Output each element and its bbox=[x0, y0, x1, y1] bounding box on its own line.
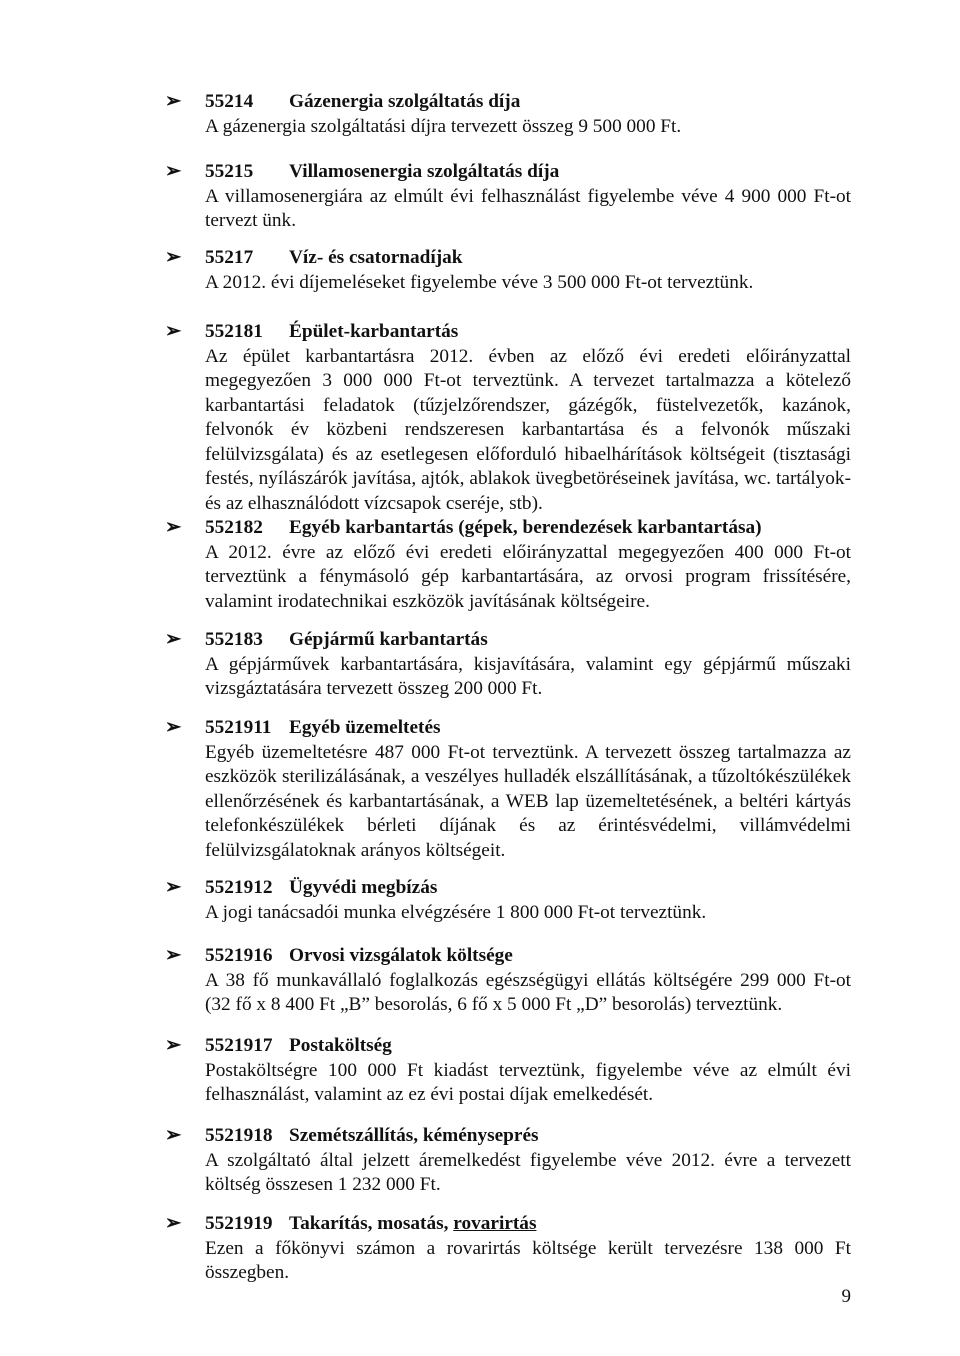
section-heading bbox=[165, 246, 851, 271]
section-text: Az épület karbantartásra 2012. évben az előző évi eredeti előirányzattal megegyezően 3 000 000 Ft-ot terveztünk. A tervezet tartalmazza a kötelező karbantartási feladatok (tűzjelzőrendszer, gázégők, füstelvezetők, kazánok, felvonók év közbeni rendszeresen karbantartása és a felvonók műszaki felülvizsgálata) és az esetlegesen előforduló hibaelhárítások költségeit (tisztasági festés, nyílászárók javítása, ajtók, ablakok üvegbetöréseinek javítása, wc. tartályok- és az elhasználódott vízcsapok cseréje, stb). bbox=[205, 345, 851, 514]
section-text: A villamosenergiára az elmúlt évi felhasználást figyelembe véve 4 900 000 Ft-ot tervezt ünk. bbox=[205, 185, 851, 231]
section-heading bbox=[165, 516, 851, 541]
section-heading bbox=[165, 1212, 851, 1237]
page-number: 9 bbox=[841, 1286, 851, 1307]
section-heading bbox=[165, 716, 851, 741]
section-heading bbox=[165, 944, 851, 969]
account-code: 55217 bbox=[205, 247, 254, 268]
section-title: Egyéb üzemeltetés bbox=[289, 717, 441, 738]
arrow-bullet-icon: ➢ bbox=[165, 877, 182, 898]
section-title: Víz- és csatornadíjak bbox=[289, 247, 463, 268]
arrow-bullet-icon: ➢ bbox=[165, 321, 182, 342]
section-text: A gépjárművek karbantartására, kisjavítására, valamint egy gépjármű műszaki vizsgáztatására tervezett összeg 200 000 Ft. bbox=[205, 653, 851, 699]
account-code: 552182 bbox=[205, 517, 263, 538]
account-code: 552181 bbox=[205, 321, 263, 342]
section-title: Épület-karbantartás bbox=[289, 321, 459, 342]
section-title: Orvosi vizsgálatok költsége bbox=[289, 945, 513, 966]
account-code: 5521912 bbox=[205, 877, 273, 898]
section-title: Villamosenergia szolgáltatás díja bbox=[289, 161, 560, 182]
section-55214 bbox=[165, 90, 851, 139]
account-code: 552183 bbox=[205, 629, 263, 650]
arrow-bullet-icon: ➢ bbox=[165, 1035, 182, 1056]
arrow-bullet-icon: ➢ bbox=[165, 1125, 182, 1146]
section-5521912 bbox=[165, 876, 851, 925]
section-5521917 bbox=[165, 1034, 851, 1108]
section-text: Postaköltségre 100 000 Ft kiadást terveztünk, figyelembe véve az elmúlt évi felhasználást, valamint az ez évi postai díjak emelkedését. bbox=[205, 1059, 851, 1105]
account-code: 55215 bbox=[205, 161, 254, 182]
section-title: Egyéb karbantartás (gépek, berendezések karbantartása) bbox=[289, 517, 762, 538]
section-title: Ügyvédi megbízás bbox=[289, 877, 438, 898]
section-heading bbox=[165, 876, 851, 901]
account-code: 5521919 bbox=[205, 1213, 273, 1234]
section-title: Szemétszállítás, kéményseprés bbox=[289, 1125, 539, 1146]
section-title bbox=[289, 1212, 536, 1237]
arrow-bullet-icon: ➢ bbox=[165, 247, 182, 268]
section-5521916 bbox=[165, 944, 851, 1018]
section-text: A 2012. évi díjemeléseket figyelembe véve 3 500 000 Ft-ot terveztünk. bbox=[205, 271, 754, 293]
section-title: Gépjármű karbantartás bbox=[289, 629, 488, 650]
account-code: 5521916 bbox=[205, 945, 273, 966]
section-title: Gázenergia szolgáltatás díja bbox=[289, 91, 521, 112]
arrow-bullet-icon: ➢ bbox=[165, 945, 182, 966]
section-552182 bbox=[165, 516, 851, 614]
section-text: A szolgáltató által jelzett áremelkedést figyelembe véve 2012. évre a tervezett költség összesen 1 232 000 Ft. bbox=[205, 1149, 851, 1195]
section-55217 bbox=[165, 246, 851, 295]
section-55215 bbox=[165, 160, 851, 234]
section-552183 bbox=[165, 628, 851, 702]
section-heading bbox=[165, 628, 851, 653]
section-text: A gázenergia szolgáltatási díjra tervezett összeg 9 500 000 Ft. bbox=[205, 115, 682, 137]
section-5521911 bbox=[165, 716, 851, 863]
account-code: 5521917 bbox=[205, 1035, 273, 1056]
section-title-underlined: rovarirtás bbox=[453, 1213, 537, 1234]
section-title-plain: Takarítás, mosatás, bbox=[289, 1213, 454, 1234]
arrow-bullet-icon: ➢ bbox=[165, 717, 182, 738]
section-text: Ezen a főkönyvi számon a rovarirtás költsége került tervezésre 138 000 Ft összegben. bbox=[205, 1237, 851, 1283]
section-text: Egyéb üzemeltetésre 487 000 Ft-ot terveztünk. A tervezett összeg tartalmazza az eszközök sterilizálásának, a veszélyes hulladék elszállításának, a tűzoltókészülékek ellenőrzésének és karbantartásának, a WEB lap üzemeltetésének, a beltéri kártyás telefonkészülékek bérleti díjának és az érintésvédelmi, villámvédelmi felülvizsgálatoknak arányos költségeit. bbox=[205, 741, 851, 861]
section-heading bbox=[165, 1124, 851, 1149]
arrow-bullet-icon: ➢ bbox=[165, 161, 182, 182]
section-heading bbox=[165, 90, 851, 115]
section-5521919 bbox=[165, 1212, 851, 1286]
section-text: A jogi tanácsadói munka elvégzésére 1 800 000 Ft-ot terveztünk. bbox=[205, 901, 707, 923]
arrow-bullet-icon: ➢ bbox=[165, 517, 182, 538]
section-5521918 bbox=[165, 1124, 851, 1198]
section-heading bbox=[165, 1034, 851, 1059]
account-code: 55214 bbox=[205, 91, 254, 112]
section-text: A 38 fő munkavállaló foglalkozás egészségügyi ellátás költségére 299 000 Ft-ot (32 fő x 8 400 Ft „B” besorolás, 6 fő x 5 000 Ft „D” besorolás) terveztünk. bbox=[205, 969, 851, 1015]
account-code: 5521911 bbox=[205, 717, 272, 738]
section-title: Postaköltség bbox=[289, 1035, 392, 1056]
account-code: 5521918 bbox=[205, 1125, 273, 1146]
section-heading bbox=[165, 320, 851, 345]
arrow-bullet-icon: ➢ bbox=[165, 629, 182, 650]
section-552181 bbox=[165, 320, 851, 516]
arrow-bullet-icon: ➢ bbox=[165, 1213, 182, 1234]
section-heading bbox=[165, 160, 851, 185]
section-text: A 2012. évre az előző évi eredeti előirányzattal megegyezően 400 000 Ft-ot terveztünk a fénymásoló gép karbantartására, az orvosi program frissítésére, valamint irodatechnikai eszközök javításának költségeire. bbox=[205, 541, 851, 612]
arrow-bullet-icon: ➢ bbox=[165, 91, 182, 112]
